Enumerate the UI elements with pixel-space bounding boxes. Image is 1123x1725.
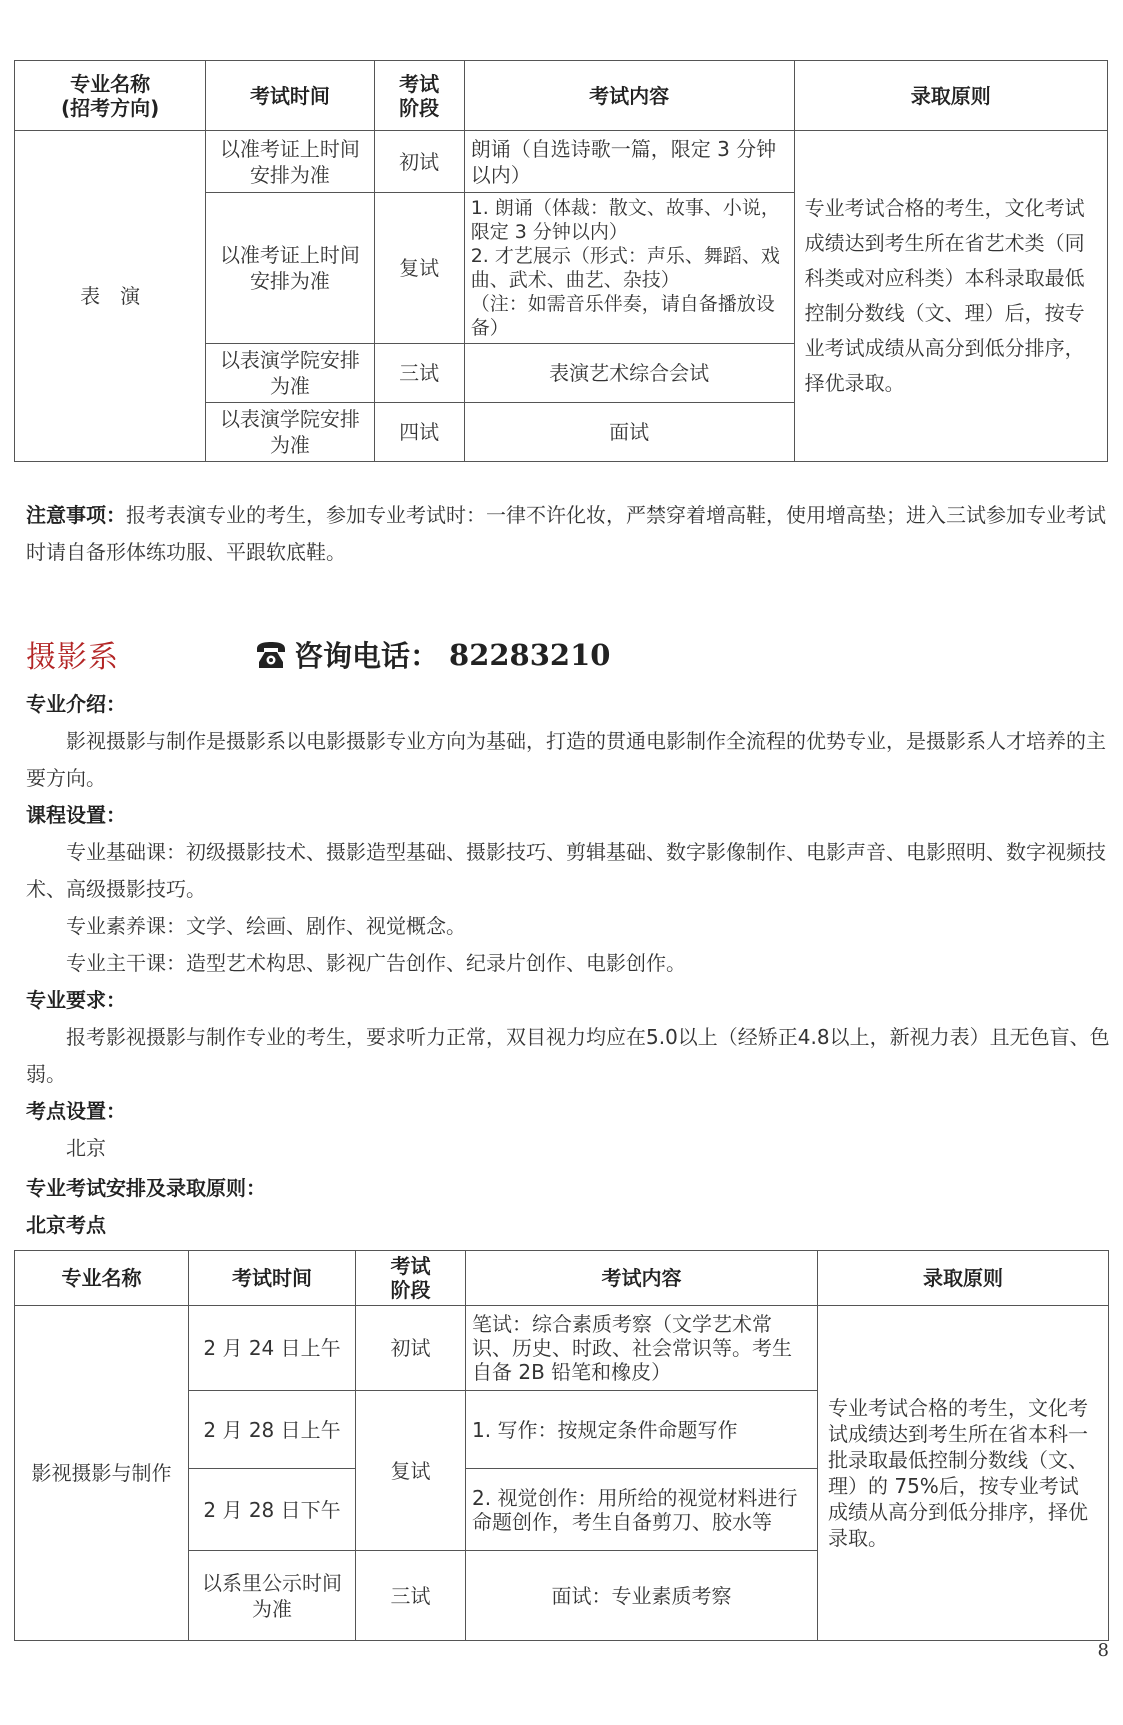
department-title: 摄影系 — [26, 640, 119, 675]
header-stage: 考试 阶段 — [374, 61, 464, 131]
table-row — [15, 1306, 1109, 1391]
exam-time-cell: 2 月 28 日下午 — [189, 1469, 356, 1551]
exam-stage-cell: 复试 — [374, 193, 464, 344]
exam-time-cell: 以表演学院安排为准 — [206, 403, 374, 462]
venue-text: 北京 — [66, 1136, 106, 1160]
exam-time-cell: 2 月 24 日上午 — [189, 1306, 356, 1391]
exam-stage-cell: 三试 — [356, 1551, 466, 1641]
exam-content-cell: 1. 写作：按规定条件命题写作 — [466, 1391, 818, 1469]
exam-content-cell: 面试 — [464, 403, 794, 462]
major-name-cell: 表 演 — [15, 131, 206, 462]
photography-exam-table — [14, 1250, 1109, 1641]
exam-stage-cell: 复试 — [356, 1391, 466, 1551]
exam-time-cell: 2 月 28 日上午 — [189, 1391, 356, 1469]
exam-content-cell: 表演艺术综合会试 — [464, 344, 794, 403]
exam-content-cell: 笔试：综合素质考察（文学艺术常识、历史、时政、社会常识等。考生自备 2B 铅笔和橡皮） — [466, 1306, 818, 1391]
table-header-row — [15, 1251, 1109, 1306]
major-name-cell: 影视摄影与制作 — [15, 1306, 189, 1641]
performance-note — [26, 497, 1108, 571]
requirements-block — [26, 982, 1110, 1093]
intro-block — [26, 686, 1110, 797]
exam-content-cell: 1. 朗诵（体裁：散文、故事、小说，限定 3 分钟以内） 2. 才艺展示（形式：声乐、舞蹈、戏曲、武术、曲艺、杂技） （注：如需音乐伴奏，请自备播放设备） — [464, 193, 794, 344]
courses-label: 课程设置： — [26, 803, 126, 827]
exam-time-cell: 以表演学院安排为准 — [206, 344, 374, 403]
exam-stage-cell: 初试 — [374, 131, 464, 193]
exam-time-cell: 以系里公示时间为准 — [189, 1551, 356, 1641]
requirements-label: 专业要求： — [26, 988, 126, 1012]
exam-content-cell: 2. 视觉创作：用所给的视觉材料进行命题创作，考生自备剪刀、胶水等 — [466, 1469, 818, 1551]
exam-content-cell: 面试：专业素质考察 — [466, 1551, 818, 1641]
header-stage: 考试 阶段 — [356, 1251, 466, 1306]
note-label: 注意事项： — [26, 503, 126, 527]
exam-time-cell: 以准考证上时间安排为准 — [206, 131, 374, 193]
courses-main: 专业主干课：造型艺术构思、影视广告创作、纪录片创作、电影创作。 — [66, 951, 686, 975]
page-number: 8 — [1097, 1640, 1109, 1661]
header-major: 专业名称 (招考方向) — [15, 61, 206, 131]
section-heading — [26, 632, 1106, 676]
header-time: 考试时间 — [206, 61, 374, 131]
courses-quality: 专业素养课：文学、绘画、剧作、视觉概念。 — [66, 914, 466, 938]
exam-time-cell: 以准考证上时间安排为准 — [206, 193, 374, 344]
venue-label: 考点设置： — [26, 1099, 126, 1123]
phone-label: 咨询电话： — [294, 639, 440, 673]
admission-principle-cell: 专业考试合格的考生，文化考试成绩达到考生所在省本科一批录取最低控制分数线（文、理）的 75%后，按专业考试成绩从高分到低分排序，择优录取。 — [818, 1306, 1109, 1641]
intro-text: 影视摄影与制作是摄影系以电影摄影专业方向为基础，打造的贯通电影制作全流程的优势专业，是摄影系人才培养的主要方向。 — [26, 729, 1106, 790]
telephone-icon — [254, 640, 288, 670]
header-time: 考试时间 — [189, 1251, 356, 1306]
admission-principle-cell: 专业考试合格的考生，文化考试成绩达到考生所在省艺术类（同科类或对应科类）本科录取最低控制分数线（文、理）后，按专业考试成绩从高分到低分排序，择优录取。 — [794, 131, 1107, 462]
header-principle: 录取原则 — [818, 1251, 1109, 1306]
requirements-text: 报考影视摄影与制作专业的考生，要求听力正常，双目视力均应在5.0以上（经矫正4.8以上，新视力表）且无色盲、色弱。 — [26, 1025, 1110, 1086]
consult-phone — [254, 634, 610, 675]
arrangement-label: 专业考试安排及录取原则： — [26, 1176, 266, 1200]
note-text: 报考表演专业的考生，参加专业考试时：一律不许化妆，严禁穿着增高鞋，使用增高垫；进入三试参加专业考试时请自备形体练功服、平跟软底鞋。 — [26, 503, 1106, 564]
header-content: 考试内容 — [464, 61, 794, 131]
table-row — [15, 131, 1108, 193]
header-major: 专业名称 — [15, 1251, 189, 1306]
exam-stage-cell: 初试 — [356, 1306, 466, 1391]
exam-stage-cell: 三试 — [374, 344, 464, 403]
phone-number: 82283210 — [449, 637, 611, 672]
arrangement-block — [26, 1170, 1110, 1244]
venue-block — [26, 1093, 1110, 1167]
header-principle: 录取原则 — [794, 61, 1107, 131]
intro-label: 专业介绍： — [26, 692, 126, 716]
exam-content-cell: 朗诵（自选诗歌一篇，限定 3 分钟以内） — [464, 131, 794, 193]
courses-block — [26, 797, 1110, 982]
venue-beijing-label: 北京考点 — [26, 1213, 106, 1237]
header-content: 考试内容 — [466, 1251, 818, 1306]
courses-basic: 专业基础课：初级摄影技术、摄影造型基础、摄影技巧、剪辑基础、数字影像制作、电影声音、电影照明、数字视频技术、高级摄影技巧。 — [26, 840, 1106, 901]
performance-exam-table — [14, 60, 1108, 462]
exam-stage-cell: 四试 — [374, 403, 464, 462]
table-header-row — [15, 61, 1108, 131]
